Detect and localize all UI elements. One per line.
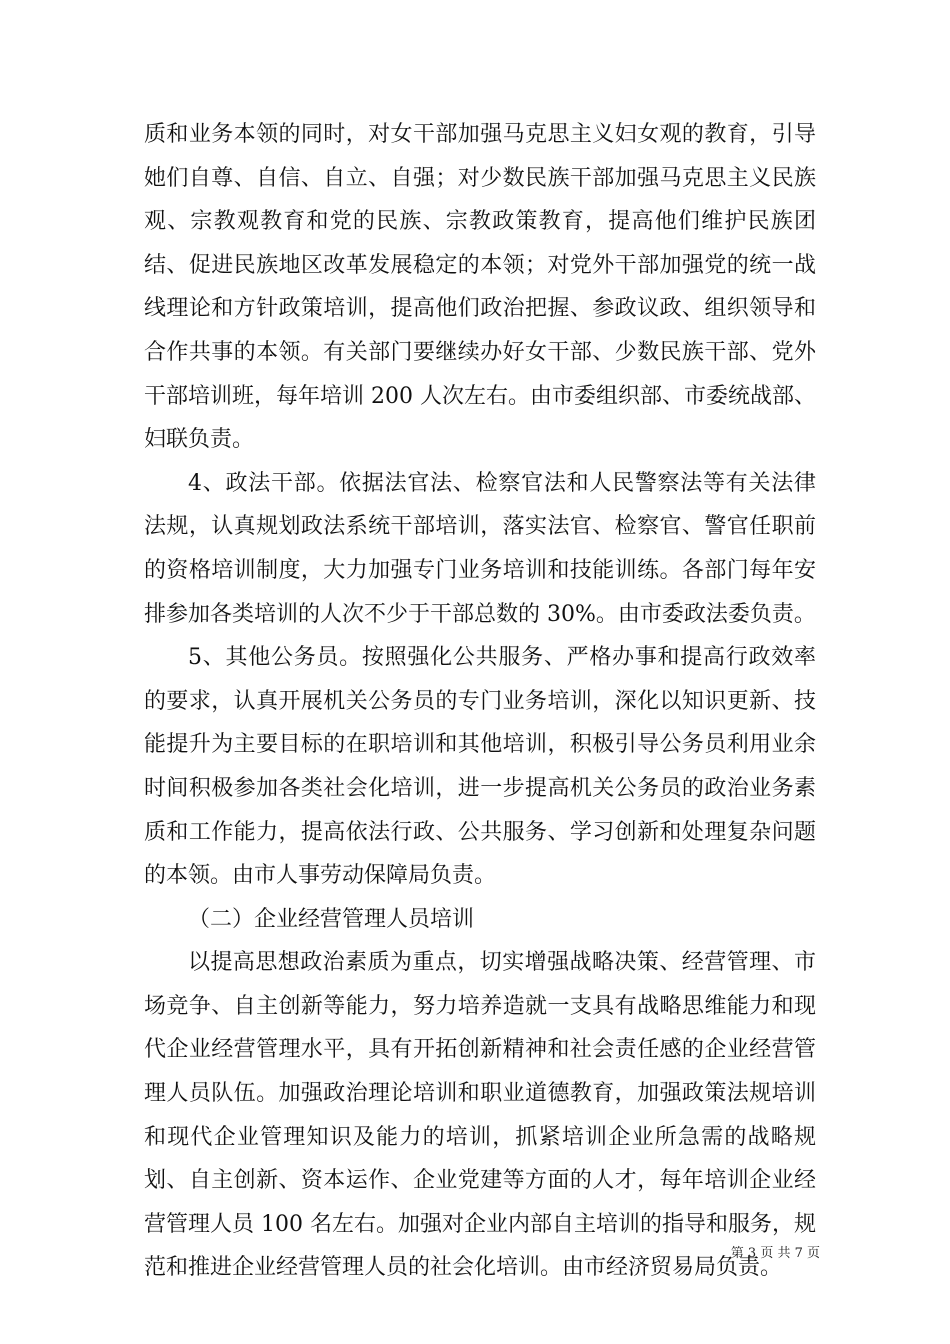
paragraph-political-legal-cadres: 4、政法干部。依据法官法、检察官法和人民警察法等有关法律法规，认真规划政法系统干部培训，落实法官、检察官、警官任职前的资格培训制度，大力加强专门业务培训和技能训练。各部门每年安排参加各类培训的人次不少于干部总数的 30%。由市委政法委负责。: [144, 470, 816, 627]
paragraph-enterprise-training: 以提高思想政治素质为重点，切实增强战略决策、经营管理、市场竞争、自主创新等能力，努力培养造就一支具有战略思维能力和现代企业经营管理水平，具有开拓创新精神和社会责任感的企业经营管理人员队伍。加强政治理论培训和职业道德教育，加强政策法规培训和现代企业管理知识及能力的培训，抓紧培训企业所急需的战略规划、自主创新、资本运作、企业党建等方面的人才，每年培训企业经营管理人员 100 名左右。加强对企业内部自主培训的指导和服务，规范和推进企业经营管理人员的社会化培训。由市经济贸易局负责。: [144, 950, 816, 1281]
page-number-footer: 第 3 页 共 7 页: [730, 1246, 820, 1261]
paragraph-continuation: 质和业务本领的同时，对女干部加强马克思主义妇女观的教育，引导她们自尊、自信、自立、自强；对少数民族干部加强马克思主义民族观、宗教观教育和党的民族、宗教政策教育，提高他们维护民族团结、促进民族地区改革发展稳定的本领；对党外干部加强党的统一战线理论和方针政策培训，提高他们政治把握、参政议政、组织领导和合作共事的本领。有关部门要继续办好女干部、少数民族干部、党外干部培训班，每年培训 200 人次左右。由市委组织部、市委统战部、妇联负责。: [144, 122, 816, 453]
section-heading-enterprise-training: （二）企业经营管理人员培训: [188, 906, 475, 932]
paragraph-other-civil-servants: 5、其他公务员。按照强化公共服务、严格办事和提高行政效率的要求，认真开展机关公务员的专门业务培训，深化以知识更新、技能提升为主要目标的在职培训和其他培训，积极引导公务员利用业余时间积极参加各类社会化培训，进一步提高机关公务员的政治业务素质和工作能力，提高依法行政、公共服务、学习创新和处理复杂问题的本领。由市人事劳动保障局负责。: [144, 645, 816, 889]
document-body: [144, 113, 816, 1290]
